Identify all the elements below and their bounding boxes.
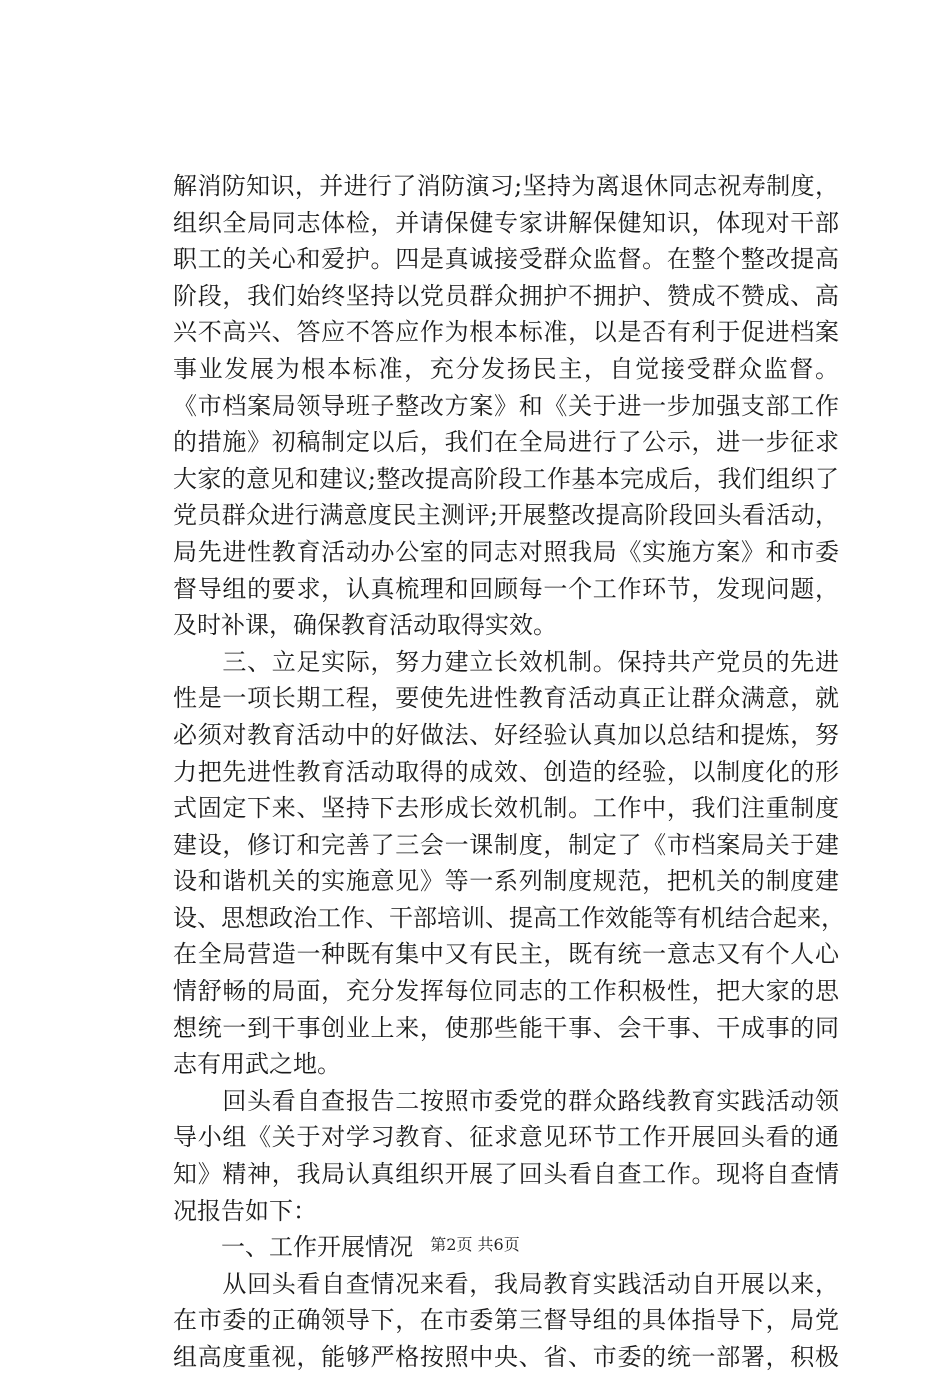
text-line: 组织全局同志体检，并请保健专家讲解保健知识，体现对干部 xyxy=(173,208,839,237)
text-line: 的措施》初稿制定以后，我们在全局进行了公示，进一步征求 xyxy=(173,428,839,457)
text-line: 设和谐机关的实施意见》等一系列制度规范，把机关的制度建 xyxy=(173,867,839,896)
text-line: 在全局营造一种既有集中又有民主，既有统一意志又有个人心 xyxy=(173,940,839,969)
text-line: 解消防知识，并进行了消防演习;坚持为离退休同志祝寿制度， xyxy=(173,172,839,200)
text-line: 必须对教育活动中的好做法、好经验认真加以总结和提炼，努 xyxy=(173,720,839,749)
text-line: 在市委的正确领导下，在市委第三督导组的具体指导下，局党 xyxy=(173,1306,839,1335)
text-line: 性是一项长期工程，要使先进性教育活动真正让群众满意，就 xyxy=(173,684,839,713)
text-line: 知》精神，我局认真组织开展了回头看自查工作。现将自查情 xyxy=(173,1160,839,1189)
text-line: 志有用武之地。 xyxy=(173,1050,341,1079)
text-line: 设、思想政治工作、干部培训、提高工作效能等有机结合起来， xyxy=(173,903,845,932)
text-line: 党员群众进行满意度民主测评;开展整改提高阶段回头看活动， xyxy=(173,501,839,530)
text-line: 从回头看自查情况来看，我局教育实践活动自开展以来， xyxy=(173,1269,839,1298)
text-line: 想统一到干事创业上来，使那些能干事、会干事、干成事的同 xyxy=(173,1013,839,1042)
text-line: 职工的关心和爱护。四是真诚接受群众监督。在整个整改提高 xyxy=(173,245,839,274)
text-line: 式固定下来、坚持下去形成长效机制。工作中，我们注重制度 xyxy=(173,794,839,823)
text-line: 大家的意见和建议;整改提高阶段工作基本完成后，我们组织了 xyxy=(173,464,839,493)
text-line: 建设，修订和完善了三会一课制度，制定了《市档案局关于建 xyxy=(173,830,839,859)
text-line: 一、工作开展情况 xyxy=(173,1233,413,1262)
text-line: 阶段，我们始终坚持以党员群众拥护不拥护、赞成不赞成、高 xyxy=(173,281,839,310)
body-text xyxy=(173,168,845,1376)
text-line: 督导组的要求，认真梳理和回顾每一个工作环节，发现问题， xyxy=(173,574,839,603)
page-footer: 第2页 共6页 xyxy=(430,1235,520,1254)
text-line: 《市档案局领导班子整改方案》和《关于进一步加强支部工作 xyxy=(173,391,839,420)
text-line: 情舒畅的局面，充分发挥每位同志的工作积极性，把大家的思 xyxy=(173,977,839,1006)
text-line: 回头看自查报告二按照市委党的群众路线教育实践活动领 xyxy=(173,1086,839,1115)
text-line: 三、立足实际，努力建立长效机制。保持共产党员的先进 xyxy=(173,647,839,676)
text-line: 及时补课，确保教育活动取得实效。 xyxy=(173,611,557,640)
text-line: 力把先进性教育活动取得的成效、创造的经验，以制度化的形 xyxy=(173,757,839,786)
text-line: 兴不高兴、答应不答应作为根本标准，以是否有利于促进档案 xyxy=(173,318,839,347)
text-line: 况报告如下： xyxy=(173,1196,317,1225)
text-line: 导小组《关于对学习教育、征求意见环节工作开展回头看的通 xyxy=(173,1123,839,1152)
text-line: 事业发展为根本标准，充分发扬民主，自觉接受群众监督。 xyxy=(173,354,839,383)
text-line: 局先进性教育活动办公室的同志对照我局《实施方案》和市委 xyxy=(173,537,839,566)
text-line: 组高度重视，能够严格按照中央、省、市委的统一部署，积极 xyxy=(173,1343,839,1371)
